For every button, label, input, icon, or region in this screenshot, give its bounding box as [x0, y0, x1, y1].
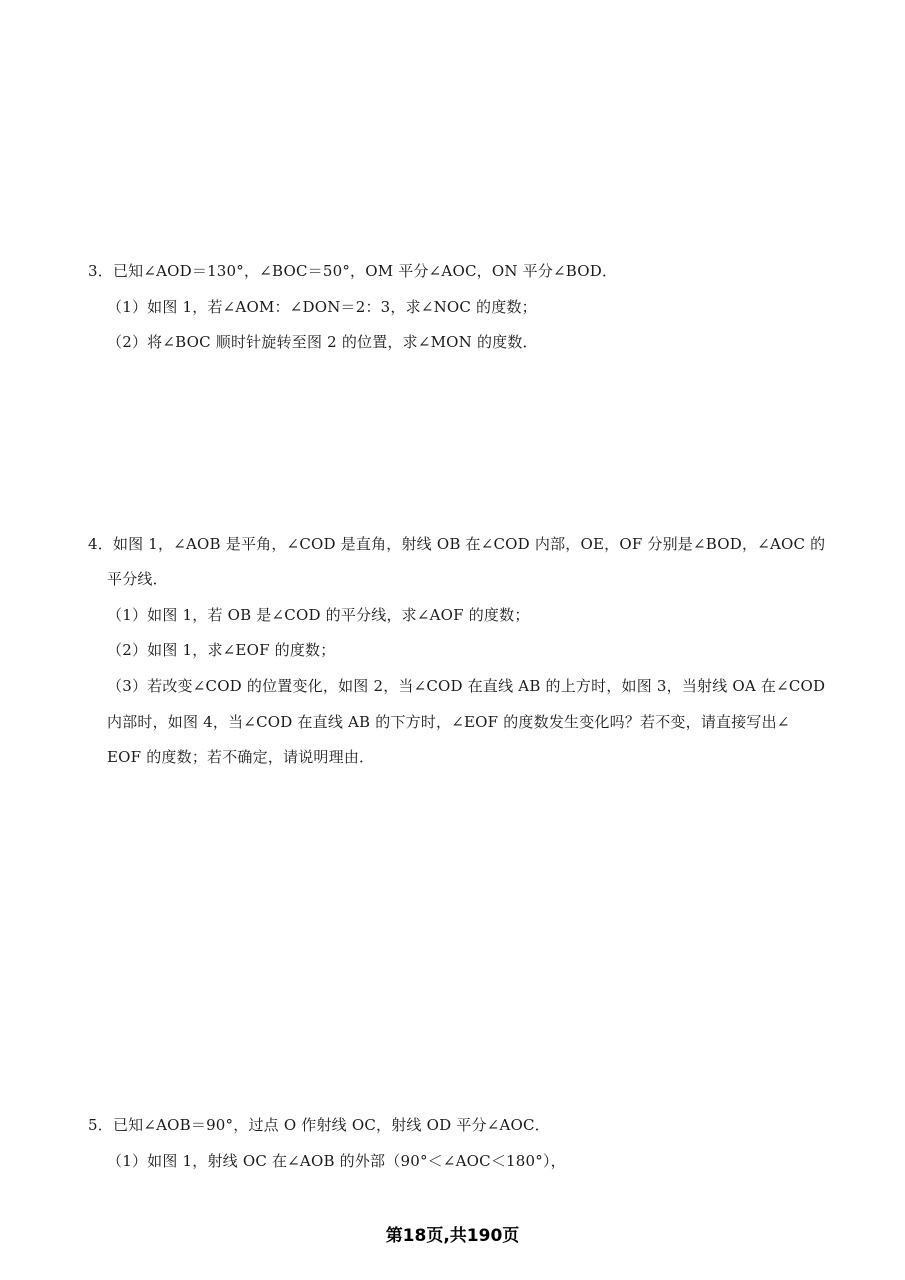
problem-3-part-2: （2）将∠BOC 顺时针旋转至图 2 的位置，求∠MON 的度数． [107, 333, 538, 351]
problem-4-part-3: （3）若改变∠COD 的位置变化，如图 2，当∠COD 在直线 AB 的上方时，如图 3，当射线 OA 在∠COD [107, 677, 826, 695]
page-number-footer: 第18页,共190页 [385, 1226, 520, 1246]
problem-4-part-2: （2）如图 1，求∠EOF 的度数； [107, 641, 336, 659]
problem-4-part-1: （1）如图 1，若 OB 是∠COD 的平分线，求∠AOF 的度数； [107, 606, 530, 624]
problem-5-part-1: （1）如图 1，射线 OC 在∠AOB 的外部（90°＜∠AOC＜180°）， [107, 1152, 566, 1170]
problem-3-part-1: （1）如图 1，若∠AOM：∠DON＝2：3，求∠NOC 的度数； [107, 298, 537, 316]
problem-4-part-3-end: EOF 的度数；若不确定，请说明理由． [107, 748, 375, 766]
problem-4-part-3-cont: 内部时，如图 4，当∠COD 在直线 AB 的下方时，∠EOF 的度数发生变化吗？若不变，请直接写出∠ [107, 713, 790, 731]
problem-3-statement: 3．已知∠AOD＝130°，∠BOC＝50°，OM 平分∠AOC，ON 平分∠BOD． [88, 262, 618, 280]
problem-4-statement: 4．如图 1，∠AOB 是平角，∠COD 是直角，射线 OB 在∠COD 内部，OE，OF 分别是∠BOD，∠AOC 的 [88, 535, 826, 553]
problem-4-statement-cont: 平分线． [107, 570, 168, 588]
problem-5-statement: 5．已知∠AOB＝90°，过点 O 作射线 OC，射线 OD 平分∠AOC． [88, 1116, 550, 1134]
